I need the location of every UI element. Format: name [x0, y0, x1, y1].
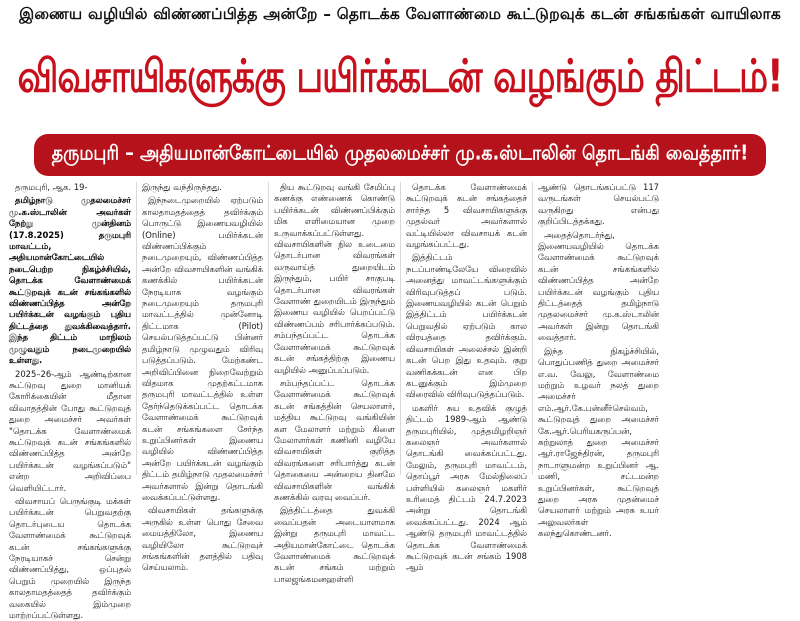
subhead-text: தருமபுரி – அதியமான்கோட்டையில் முதலமைச்சர் மு.க.ஸ்டாலின் தொடங்கி வைத்தார்!	[51, 142, 749, 166]
article-paragraph: ஆண்டு தொடங்கப்பட்டு 117 வருடங்கள் செயல்பட்டு வருகிறது என்பது குறிப்பிடத்தக்கது.	[538, 182, 659, 227]
subhead-bar	[34, 134, 766, 176]
article-paragraph: தருமபுரி, ஆக. 19-	[15, 182, 88, 192]
article-paragraph: அதைத்தொடர்ந்து, இணையவழியில் தொடக்க வேளாண்மைக் கூட்டுறவுக் கடன் சங்கங்களில் விண்ணப்பித்த அன்றே பயிர்க்கடன் வழங்கும் புதிய திட்டத்தைத் தமிழ்நாடு முதலமைச்சர் மு.க.ஸ்டாலின் அவர்கள் இன்று தொடங்கி வைத்தார்.	[538, 229, 659, 343]
article-paragraph: தொடக்க வேளாண்மைக் கூட்டுறவுக் கடன் சங்கத்தைச் சார்ந்த 5 விவசாயிகளுக்கு முதல்வர் அவர்களால் வட்டியில்லா விவசாயக் கடன் வழங்கப்பட்டது.	[406, 182, 527, 250]
article-column-4	[400, 182, 532, 573]
article-column-2	[136, 182, 268, 573]
article-column-1	[4, 182, 136, 621]
article-paragraph: இருந்து வந்திருந்தது.	[142, 182, 222, 192]
article-columns	[4, 182, 796, 621]
article-paragraph: தமிழ்நாடு முதலமைச்சர் மு.க.ஸ்டாலின் அவர்கள் நேற்று முன்தினம் (17.8.2025) தருமபுரி மாவட்டம், அதியமான்கோட்டையில் நடைபெற்ற நிகழ்ச்சியில், தொடக்க வேளாண்மைக் கூட்டுறவுக் கடன் சங்கங்களில் விண்ணப்பித்த அன்றே பயிர்க்கடன் வழங்கும் புதிய திட்டத்தை துவக்கிவைத்தார். இந்த திட்டம் மாநிலம் முழுவதும் நடைமுறையில் உள்ளது.	[9, 195, 131, 366]
article-column-3	[268, 182, 400, 584]
article-paragraph: சம்பந்தப்பட்ட தொடக்க வேளாண்மைக் கூட்டுறவுக் கடன் சங்கத்தின் செயலாளர், மத்திய கூட்டுறவு வங்கியின் கள மேலாளர் மற்றும் கிளை மேலாளர்கள் கணினி வழியே விவசாயிகள் குறித்த விவரங்களை சரிபார்த்து கடன் தொகையை அன்றைய தினமே விவசாயிகளின் வங்கிக் கணக்கில் வரவு வைப்பர்.	[274, 377, 395, 502]
article-paragraph: விவசாயிகள் தங்களுக்கு அருகில் உள்ள பொது சேவை மையத்திலோ, இணைய வழியிலோ கூட்டுறவுச் சங்கங்களின் தளத்தில் பதிவு செய்யலாம்.	[142, 505, 263, 573]
article-paragraph: திய கூட்டுறவு வங்கி சேமிப்பு கணக்கு எண்ணைக் கொண்டு பயிர்க்கடன் விண்ணப்பிக்கும் மிக எளிமையான முறை உருவாக்கப்பட்டுள்ளது. விவசாயிகளின் நில உடைமை தொடர்பான விவரங்கள் வருவாய்த் துறையிடம் இருந்தும், பயிர் சாகுபடி தொடர்பான விவரங்கள் வேளாண் துறையிடம் இருந்தும் இணைய வழியில் பெறப்பட்டு விண்ணப்பம் சரிபார்க்கப்படும். சம்பந்தப்பட்ட தொடக்க வேளாண்மைக் கூட்டுறவுக் கடன் சங்கத்திற்கு இணைய வழியில் அனுப்பப்படும்.	[274, 182, 395, 375]
article-paragraph: மகளிர் சுய உதவிக் குழுத் திட்டம் 1989-ஆம் ஆண்டு தருமபுரியில், முத்தமிழறிஞர் கலைஞர் அவர்களால் தொடங்கி வைக்கப்பட்டது. மேலும், தருமபுரி மாவட்டம், தொப்பூர் அரசு மேல்நிலைப் பள்ளியில் கலைஞர் மகளிர் உரிமைத் திட்டம் 24.7.2023 அன்று தொடங்கி வைக்கப்பட்டது. 2024 ஆம் ஆண்டு தருமபுரி மாவட்டத்தில் தொடக்க வேளாண்மைக் கூட்டுறவுக் கடன் சங்கம் 1908 ஆம்	[406, 402, 527, 573]
article-column-5	[532, 182, 664, 539]
article-paragraph: இத்திட்டம் நடப்பாண்டிலேயே விரைவில் அனைத்து மாவட்டங்களுக்கும் விரிவுபடுத்தப் படும். இணையவழியில் கடன் பெறும் இத்திட்டம் பயிர்க்கடன் பெறுவதில் ஏற்படும் கால விரயத்தை தவிர்க்கும். விவசாயிகள் அலைச்சல் இன்றி கடன் பெற இது உதவும். குறு வணிகக்கடன் என பிற கடனுக்கும் இம்முறை விரைவில் விரிவுபடுத்தப்படும்.	[406, 252, 527, 400]
headline: விவசாயிகளுக்கு பயிர்க்கடன் வழங்கும் திட்டம்!	[17, 51, 783, 103]
article-paragraph: விவசாயப் பெருங்குடி மக்கள் பயிர்க்கடன் பெறுவதற்கு தொடர்புடைய தொடக்க வேளாண்மைக் கூட்டுறவுக் கடன் சங்கங்களுக்கு நேரடியாகச் சென்று விண்ணப்பித்து, ஒப்புதல் பெறும் முறையில் இருந்த காலதாமதத்தைத் தவிர்க்கும் வகையில் இம்முறை மாற்றப்பட்டுள்ளது.	[9, 495, 131, 621]
article-paragraph: இத்திட்டத்தை துவக்கி வைப்பதன் அடையாளமாக இன்று தருமபுரி மாவட்ட அதியமான்கோட்டை தொடக்க வேளாண்மைக் கூட்டுறவுக் கடன் சங்கம் மற்றும் பாலஜங்கமனஹள்ளி	[274, 505, 395, 584]
article-paragraph: 2025–26-ஆம் ஆண்டிற்கான கூட்டுறவு துறை மானியக் கோரிக்கையின் மீதான விவாதத்தின் போது கூட்டுறவுத் துறை அமைச்சர் அவர்கள் "தொடக்க வேளாண்மைக் கூட்டுறவுக் கடன் சங்கங்களில் விண்ணப்பித்த அன்றே பயிர்க்கடன் வழங்கப்படும்" என்ற அறிவிப்பை வெளியிட்டார்.	[9, 368, 131, 493]
kicker-line: இணைய வழியில் விண்ணப்பித்த அன்றே – தொடக்க வேளாண்மை கூட்டுறவுக் கடன் சங்கங்கள் வாயிலாக	[19, 5, 781, 23]
article-paragraph: இந்த நிகழ்ச்சியில், பொதுப்பணித் துறை அமைச்சர் எ.வ. வேலு, வேளாண்மை மற்றும் உழவர் நலத் துறை அமைச்சர் எம்.ஆர்.கே.பன்னீர்செல்வம், கூட்டுறவுத் துறை அமைச்சர் கே.ஆர்.பெரியகருப்பன், சுற்றுலாத் துறை அமைச்சர் ஆர்.ராஜேந்திரன், தருமபுரி நாடாளுமன்ற உறுப்பினர் ஆ. மணி, சட்டமன்ற உறுப்பினர்கள், கூட்டுறவுத் துறை அரசு முதன்மைச் செயலாளர் மற்றும் அரசு உயர் அலுவலர்கள் கலந்துகொண்டனர்.	[538, 345, 659, 539]
article-paragraph: இந்நடைமுறையில் ஏற்படும் காலதாமதத்தைத் தவிர்க்கும் பொருட்டு இணையவழியில் (Online) பயிர்க்கடன் விண்ணப்பிக்கும் நடைமுறையும், விண்ணப்பித்த அன்றே விவசாயிகளின் வங்கிக் கணக்கில் பயிர்க்கடன் நேரடியாக வழங்கும் நடைமுறையும் தருமபுரி மாவட்டத்தில் முன்னோடி திட்டமாக (Pilot) செயல்படுத்தப்பட்டு பின்னர் தமிழ்நாடு முழுவதும் விரிவு படுத்தப்படும். மேற்கண்ட அறிவிப்பினை நிறைவேற்றும் விதமாக முதற்கட்டமாக தருமபுரி மாவட்டத்தில் உள்ள தேர்ந்தெடுக்கப்பட்ட தொடக்க வேளாண்மைக் கூட்டுறவுக் கடன் சங்கங்களை சேர்ந்த உறுப்பினர்கள் இணைய வழியில் விண்ணப்பித்த அன்றே பயிர்க்கடன் வழங்கும் திட்டம் தமிழ்நாடு முதலமைச்சர் அவர்களால் இன்று தொடங்கி வைக்கப்பட்டுள்ளது.	[142, 195, 263, 502]
